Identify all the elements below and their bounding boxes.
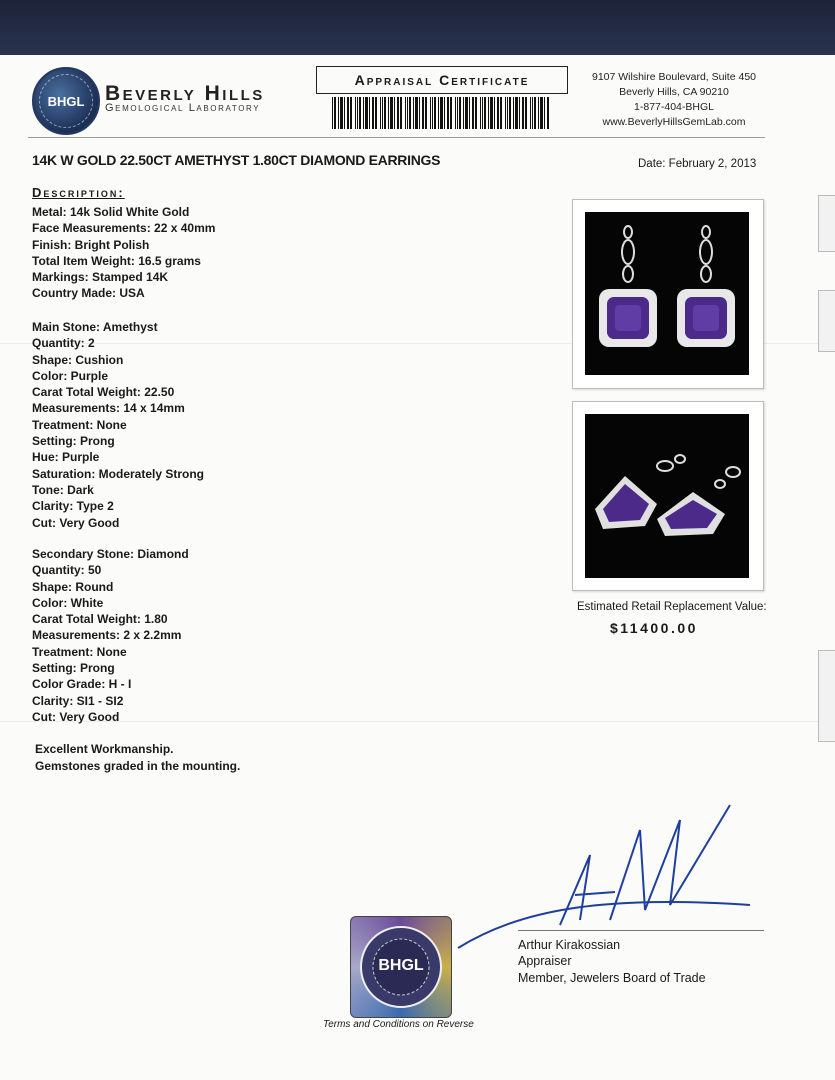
signer-affiliation: Member, Jewelers Board of Trade <box>518 970 706 985</box>
barcode-bar <box>355 97 356 129</box>
barcode-bar <box>465 97 468 129</box>
detail-row: Carat Total Weight: 1.80 <box>32 612 168 627</box>
lab-address <box>585 70 763 130</box>
barcode-bar <box>475 97 477 129</box>
address-city: Beverly Hills, CA 90210 <box>619 86 729 98</box>
barcode-bar <box>413 97 414 129</box>
barcode-bar <box>515 97 518 129</box>
barcode-bar <box>422 97 424 129</box>
barcode-bar <box>459 97 461 129</box>
barcode-bar <box>534 97 536 129</box>
earring-side-image <box>585 414 749 578</box>
barcode-bar <box>438 97 439 129</box>
detail-row: Finish: Bright Polish <box>32 237 150 252</box>
page-edge-mark <box>818 650 835 742</box>
barcode-bar <box>522 97 524 129</box>
detail-row: Shape: Round <box>32 579 114 594</box>
barcode-bar <box>350 97 352 129</box>
barcode-bar <box>507 97 508 129</box>
barcode-bar <box>390 97 393 129</box>
barcode-bar <box>338 97 339 129</box>
barcode-bar <box>457 97 458 129</box>
barcode-bar <box>347 97 349 129</box>
barcode-bar <box>509 97 511 129</box>
address-phone: 1-877-404-BHGL <box>634 101 714 113</box>
signer-title: Appraiser <box>518 954 572 969</box>
remark-workmanship: Excellent Workmanship. <box>35 742 174 756</box>
barcode-bar <box>425 97 427 129</box>
certificate-date: Date: February 2, 2013 <box>638 158 757 170</box>
barcode-bar <box>415 97 418 129</box>
scanner-top-band <box>0 0 835 58</box>
barcode-bar <box>419 97 420 129</box>
barcode-bar <box>497 97 499 129</box>
detail-row: Main Stone: Amethyst <box>32 320 158 334</box>
barcode-bar <box>447 97 449 129</box>
secondary-stone-details <box>32 546 189 725</box>
lab-seal-logo <box>32 67 100 135</box>
barcode-bar <box>388 97 389 129</box>
detail-row: Treatment: None <box>32 644 127 659</box>
hologram-text: BHGL <box>378 957 424 974</box>
detail-row: Setting: Prong <box>32 661 115 676</box>
metal-details <box>32 204 215 302</box>
detail-row: Saturation: Moderately Strong <box>32 466 205 481</box>
barcode-bar <box>344 97 345 129</box>
detail-row: Clarity: SI1 - SI2 <box>32 693 124 708</box>
barcode-bar <box>530 97 531 129</box>
lab-name: Beverly Hills <box>105 82 265 105</box>
detail-row: Markings: Stamped 14K <box>32 270 169 285</box>
handwritten-signature <box>440 800 760 950</box>
barcode-bar <box>482 97 483 129</box>
barcode-bar <box>359 97 361 129</box>
barcode-bar <box>409 97 411 129</box>
barcode-bar <box>463 97 464 129</box>
barcode-bar <box>484 97 486 129</box>
certificate-title: Appraisal Certificate <box>316 66 568 94</box>
barcode-bar <box>544 97 545 129</box>
detail-row: Carat Total Weight: 22.50 <box>32 385 175 400</box>
detail-row: Color: White <box>32 595 104 610</box>
detail-row: Treatment: None <box>32 417 127 432</box>
lab-subtitle: Gemological Laboratory <box>105 102 261 114</box>
earring-front-photo <box>572 199 764 389</box>
barcode-bar <box>405 97 406 129</box>
detail-row: Cut: Very Good <box>32 515 120 530</box>
remarks <box>35 741 240 774</box>
header-divider <box>28 137 765 138</box>
detail-row: Clarity: Type 2 <box>32 499 114 514</box>
detail-row: Total Item Weight: 16.5 grams <box>32 253 201 268</box>
barcode-bar <box>472 97 474 129</box>
barcode-bar <box>440 97 443 129</box>
signature-line <box>518 930 764 931</box>
item-title: 14K W GOLD 22.50CT AMETHYST 1.80CT DIAMOND EARRINGS <box>32 152 441 168</box>
barcode-bar <box>540 97 543 129</box>
barcode-bar <box>455 97 456 129</box>
barcode-bar <box>340 97 343 129</box>
detail-row: Setting: Prong <box>32 434 115 449</box>
barcode-bar <box>513 97 514 129</box>
detail-row: Metal: 14k Solid White Gold <box>32 205 190 219</box>
main-stone-details <box>32 319 204 531</box>
barcode-bar <box>444 97 445 129</box>
page-edge-mark <box>818 195 835 252</box>
address-street: 9107 Wilshire Boulevard, Suite 450 <box>591 71 756 83</box>
barcode-bar <box>488 97 489 129</box>
barcode-bar <box>369 97 370 129</box>
barcode <box>332 97 550 129</box>
barcode-bar <box>380 97 381 129</box>
detail-row: Country Made: USA <box>32 286 145 301</box>
barcode-bar <box>430 97 431 129</box>
detail-row: Measurements: 14 x 14mm <box>32 401 185 416</box>
barcode-bar <box>332 97 333 129</box>
barcode-bar <box>525 97 527 129</box>
detail-row: Cut: Very Good <box>32 709 120 724</box>
barcode-bar <box>538 97 539 129</box>
seal-text: BHGL <box>47 93 85 109</box>
signer-name: Arthur Kirakossian <box>518 938 621 952</box>
barcode-bar <box>480 97 481 129</box>
barcode-bar <box>490 97 493 129</box>
barcode-bar <box>469 97 470 129</box>
detail-row: Measurements: 2 x 2.2mm <box>32 628 182 643</box>
detail-row: Color Grade: H - I <box>32 677 132 692</box>
detail-row: Quantity: 50 <box>32 563 102 578</box>
barcode-bar <box>365 97 368 129</box>
terms-note: Terms and Conditions on Reverse <box>323 1019 474 1030</box>
earring-side-photo <box>572 401 764 591</box>
detail-row: Face Measurements: 22 x 40mm <box>32 221 216 236</box>
barcode-bar <box>375 97 377 129</box>
detail-row: Color: Purple <box>32 368 109 383</box>
hologram-seal <box>350 916 452 1018</box>
address-website: www.BeverlyHillsGemLab.com <box>602 116 746 128</box>
barcode-bar <box>382 97 383 129</box>
barcode-bar <box>384 97 386 129</box>
page-edge-mark <box>818 290 835 352</box>
detail-row: Shape: Cushion <box>32 352 124 367</box>
barcode-bar <box>532 97 533 129</box>
barcode-bar <box>432 97 433 129</box>
detail-row: Secondary Stone: Diamond <box>32 547 189 561</box>
earring-front-image <box>585 212 749 375</box>
description-heading: Description: <box>32 185 125 200</box>
barcode-bar <box>397 97 399 129</box>
valuation-value: $11400.00 <box>610 620 698 636</box>
barcode-bar <box>450 97 452 129</box>
barcode-bar <box>519 97 520 129</box>
detail-row: Quantity: 2 <box>32 336 95 351</box>
signer-block <box>518 937 706 986</box>
barcode-bar <box>372 97 374 129</box>
barcode-bar <box>547 97 549 129</box>
valuation-label: Estimated Retail Replacement Value: <box>577 601 767 613</box>
remark-grading: Gemstones graded in the mounting. <box>35 758 241 773</box>
barcode-bar <box>400 97 402 129</box>
barcode-bar <box>407 97 408 129</box>
barcode-bar <box>500 97 502 129</box>
barcode-bar <box>363 97 364 129</box>
barcode-bar <box>357 97 358 129</box>
barcode-bar <box>334 97 336 129</box>
barcode-bar <box>505 97 506 129</box>
barcode-bar <box>494 97 495 129</box>
detail-row: Hue: Purple <box>32 450 100 465</box>
barcode-bar <box>394 97 395 129</box>
detail-row: Tone: Dark <box>32 482 94 497</box>
barcode-bar <box>434 97 436 129</box>
